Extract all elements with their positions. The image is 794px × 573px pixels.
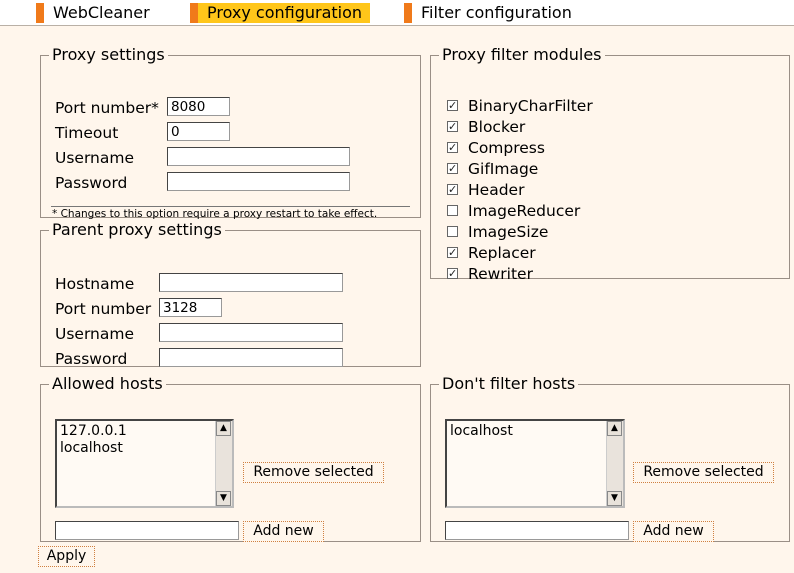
filter-module-label: ImageSize bbox=[468, 222, 549, 241]
password-label: Password bbox=[55, 174, 128, 192]
checkbox[interactable] bbox=[447, 226, 458, 237]
parent-password-label: Password bbox=[55, 350, 128, 368]
dont-filter-remove-selected-button[interactable]: Remove selected bbox=[633, 462, 774, 483]
tab-label: Filter configuration bbox=[421, 3, 572, 22]
filter-module-item[interactable] bbox=[447, 137, 545, 158]
allowed-hosts-listbox[interactable] bbox=[55, 419, 234, 508]
dont-filter-hosts-listbox[interactable] bbox=[445, 419, 625, 508]
checkbox[interactable] bbox=[447, 247, 458, 258]
checkmark-icon: ✓ bbox=[448, 246, 458, 259]
parent-port-label: Port number bbox=[55, 300, 152, 318]
filter-module-item[interactable] bbox=[447, 221, 548, 242]
scroll-up-arrow-icon[interactable]: ▲ bbox=[607, 421, 622, 436]
hostname-input[interactable] bbox=[159, 273, 343, 292]
allowed-new-host-input[interactable] bbox=[55, 521, 239, 540]
dont-filter-hosts-legend: Don't filter hosts bbox=[442, 374, 576, 393]
scroll-down-arrow-icon[interactable]: ▼ bbox=[216, 491, 231, 506]
dont-filter-hosts-items bbox=[450, 423, 513, 440]
timeout-label: Timeout bbox=[55, 124, 119, 142]
port-number-input[interactable] bbox=[167, 97, 230, 116]
dont-filter-hosts-scrollbar[interactable] bbox=[606, 421, 623, 506]
tab-filter-configuration[interactable] bbox=[404, 3, 580, 23]
tab-webcleaner[interactable] bbox=[36, 3, 158, 23]
checkbox[interactable] bbox=[447, 121, 458, 132]
filter-module-label: Compress bbox=[468, 138, 545, 157]
list-item[interactable]: localhost bbox=[450, 423, 513, 439]
filter-module-label: BinaryCharFilter bbox=[468, 96, 593, 115]
filter-module-item[interactable] bbox=[447, 116, 525, 137]
list-item[interactable]: 127.0.0.1 bbox=[60, 423, 127, 439]
filter-module-item[interactable] bbox=[447, 242, 536, 263]
checkmark-icon: ✓ bbox=[448, 99, 458, 112]
allowed-hosts-group bbox=[40, 375, 421, 542]
parent-password-input[interactable] bbox=[159, 348, 343, 367]
tab-bar bbox=[0, 0, 794, 26]
dont-filter-new-host-input[interactable] bbox=[445, 521, 629, 540]
allowed-hosts-legend: Allowed hosts bbox=[52, 374, 163, 393]
password-input[interactable] bbox=[167, 172, 350, 191]
filter-modules-group bbox=[430, 45, 790, 283]
tab-marker bbox=[190, 3, 198, 23]
parent-proxy-group bbox=[40, 221, 421, 367]
dont-filter-hosts-group bbox=[430, 375, 790, 542]
filter-module-item[interactable] bbox=[447, 158, 538, 179]
scroll-up-arrow-icon[interactable]: ▲ bbox=[216, 421, 231, 436]
checkmark-icon: ✓ bbox=[448, 162, 458, 175]
allowed-hosts-items bbox=[60, 423, 127, 457]
filter-module-label: Replacer bbox=[468, 243, 536, 262]
filter-module-label: ImageReducer bbox=[468, 201, 581, 220]
checkbox[interactable] bbox=[447, 184, 458, 195]
parent-proxy-legend: Parent proxy settings bbox=[52, 220, 222, 239]
proxy-settings-legend: Proxy settings bbox=[52, 45, 165, 64]
note-divider bbox=[51, 206, 410, 207]
filter-module-label: Header bbox=[468, 180, 525, 199]
tab-label: Proxy configuration bbox=[198, 3, 370, 23]
checkbox[interactable] bbox=[447, 100, 458, 111]
username-input[interactable] bbox=[167, 147, 350, 166]
checkmark-icon: ✓ bbox=[448, 141, 458, 154]
filter-module-item[interactable] bbox=[447, 200, 580, 221]
restart-note: * Changes to this option require a proxy restart to take effect. bbox=[52, 208, 378, 220]
tab-marker bbox=[36, 3, 44, 23]
tab-label: WebCleaner bbox=[53, 3, 150, 22]
tab-marker bbox=[404, 3, 412, 23]
parent-port-input[interactable] bbox=[159, 298, 222, 317]
timeout-input[interactable] bbox=[167, 122, 230, 141]
filter-module-label: Blocker bbox=[468, 117, 526, 136]
checkmark-icon: ✓ bbox=[448, 183, 458, 196]
tab-proxy-configuration[interactable] bbox=[190, 3, 370, 23]
apply-button[interactable]: Apply bbox=[38, 546, 95, 567]
allowed-add-new-button[interactable]: Add new bbox=[243, 521, 324, 542]
checkbox[interactable] bbox=[447, 142, 458, 153]
filter-module-item[interactable] bbox=[447, 95, 593, 116]
checkbox[interactable] bbox=[447, 268, 458, 279]
parent-username-input[interactable] bbox=[159, 323, 343, 342]
filter-module-label: GifImage bbox=[468, 159, 539, 178]
filter-modules-legend: Proxy filter modules bbox=[442, 45, 602, 64]
allowed-remove-selected-button[interactable]: Remove selected bbox=[243, 462, 384, 483]
username-label: Username bbox=[55, 149, 135, 167]
scroll-down-arrow-icon[interactable]: ▼ bbox=[607, 491, 622, 506]
hostname-label: Hostname bbox=[55, 275, 135, 293]
checkbox[interactable] bbox=[447, 205, 458, 216]
dont-filter-add-new-button[interactable]: Add new bbox=[633, 521, 714, 542]
filter-module-item[interactable] bbox=[447, 263, 533, 284]
allowed-hosts-scrollbar[interactable] bbox=[215, 421, 232, 506]
list-item[interactable]: localhost bbox=[60, 440, 123, 456]
checkbox[interactable] bbox=[447, 163, 458, 174]
parent-username-label: Username bbox=[55, 325, 135, 343]
checkmark-icon: ✓ bbox=[448, 267, 458, 280]
checkmark-icon: ✓ bbox=[448, 120, 458, 133]
filter-module-item[interactable] bbox=[447, 179, 524, 200]
filter-module-label: Rewriter bbox=[468, 264, 533, 283]
proxy-settings-group bbox=[40, 46, 421, 218]
port-number-label: Port number* bbox=[55, 99, 159, 117]
